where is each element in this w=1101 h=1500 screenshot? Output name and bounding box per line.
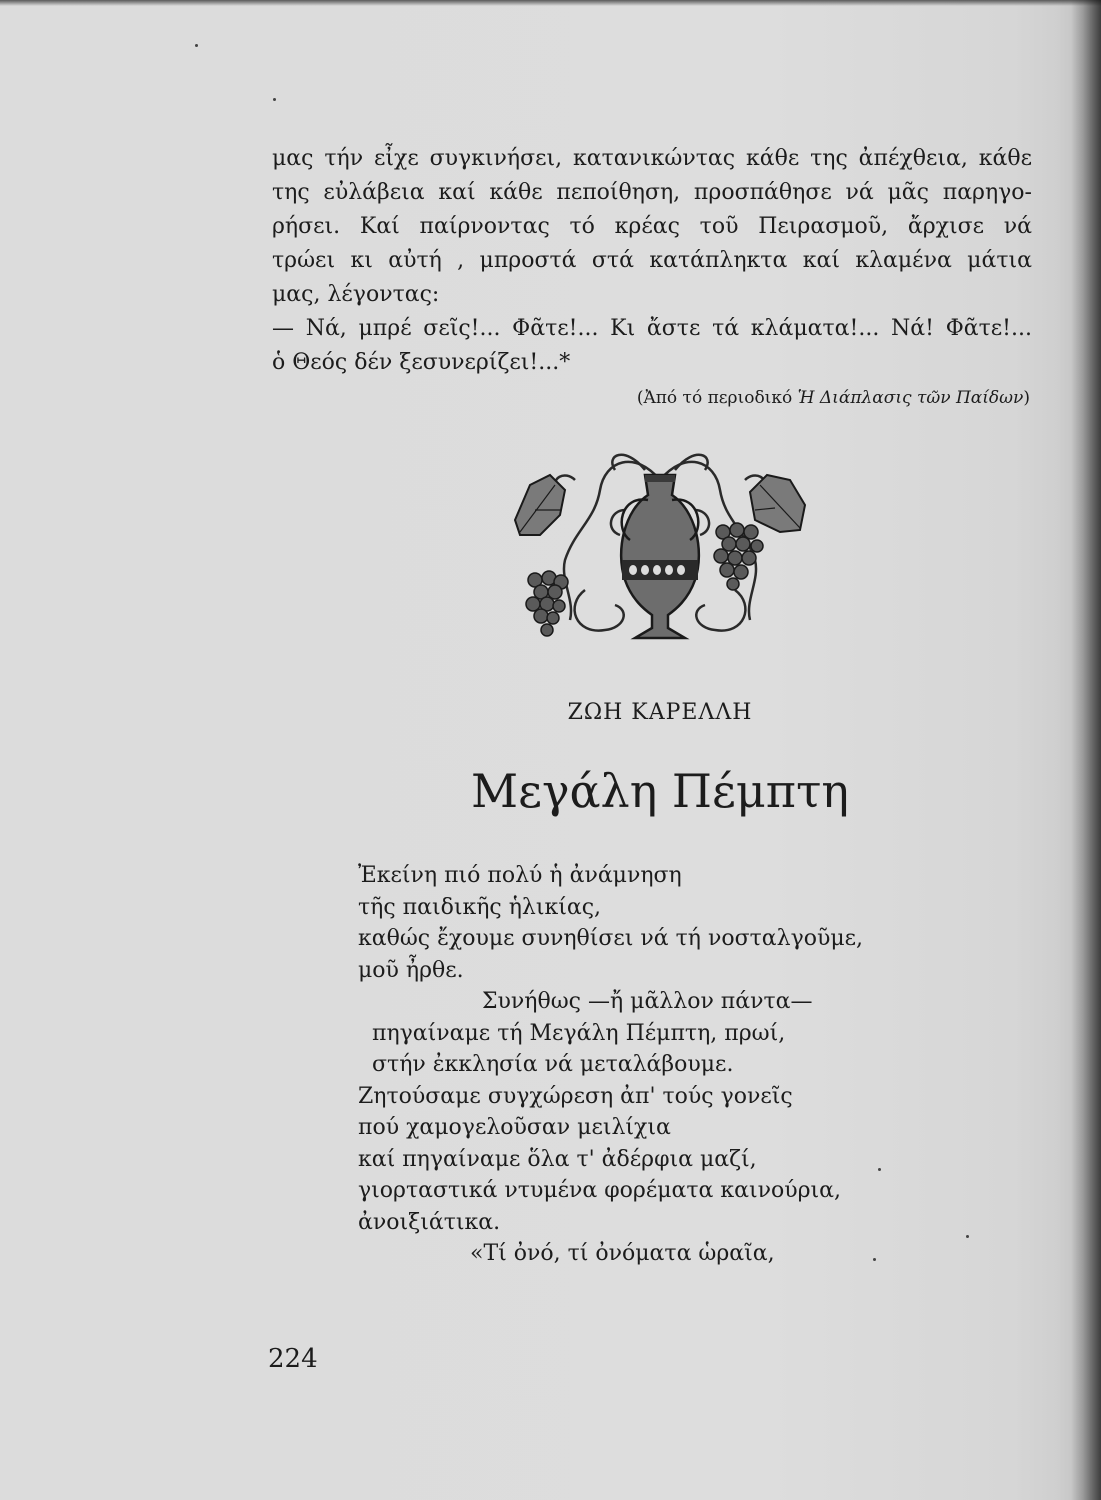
poem-line: Ἐκείνη πιό πολύ ἡ ἀνάμνηση [358,863,682,888]
prose-excerpt [272,142,1032,380]
prose-line: μας, λέγοντας: [272,282,440,307]
poem-line: ἀνοιξιάτικα. [358,1209,501,1235]
prose-line: τρώει κι αὐτή , μπροστά στά κατάπληκτα καί κλαμένα μάτια [272,248,1032,273]
source-prefix: (Ἀπό τό περιοδικό [636,388,798,408]
poem-line: Συνήθως —ἤ μᾶλλον πάντα— [482,989,813,1014]
poem-line: στήν ἐκκλησία νά μεταλάβουμε. [372,1052,734,1077]
source-suffix: ) [1023,388,1030,408]
poem-line: Ζητούσαμε συγχώρεση ἀπ' τούς γονεῖς [358,1083,793,1109]
top-edge-shadow [0,0,1101,6]
paper-speck [273,98,276,101]
paper-speck [195,44,198,47]
prose-line: ὁ Θεός δέν ξεσυνερίζει!...* [272,350,571,375]
poem-line: «Τί ὀνό, τί ὀνόματα ὡραῖα, [470,1241,775,1266]
binding-shadow [1071,0,1101,1500]
poem-body [358,860,863,1270]
poem-line: πηγαίναμε τή Μεγάλη Πέμπτη, πρωί, [372,1020,786,1046]
poem-line: τῆς παιδικῆς ἡλικίας, [358,894,602,920]
paper-speck [873,1258,876,1261]
source-title: Ἡ Διάπλασις τῶν Παίδων [797,388,1024,408]
paper-speck [966,1235,969,1238]
source-citation [580,385,1030,411]
poem-line: γιορταστικά ντυμένα φορέματα καινούρια, [358,1178,842,1203]
poem-title: Μεγάλη Πέμπτη [471,764,849,818]
poem-line: πού χαμογελοῦσαν μειλίχια [358,1115,671,1140]
prose-line: της εὐλάβεια καί κάθε πεποίθηση, προσπάθησε νά μᾶς παρηγο- [272,180,1032,205]
paper-speck [878,1168,881,1171]
prose-line: — Νά, μπρέ σεῖς!... Φᾶτε!... Κι ἄστε τά κλάματα!... Νά! Φᾶτε!... [272,316,1032,341]
prose-line: ρήσει. Καί παίρνοντας τό κρέας τοῦ Πειρασμοῦ, ἄρχισε νά [272,214,1032,239]
page-number: 224 [268,1344,318,1374]
prose-line: μας τήν εἶχε συγκινήσει, κατανικώντας κάθε της ἀπέχθεια, κάθε [272,146,1032,171]
poem-line: μοῦ ἦρθε. [358,957,464,983]
poem-author: ΖΩΗ ΚΑΡΕΛΛΗ [567,700,753,725]
vase-with-grapevine-ornament [505,440,815,655]
poem-line: καθώς ἔχουμε συνηθίσει νά τή νοσταλγοῦμε, [358,926,864,951]
poem-line: καί πηγαίναμε ὅλα τ' ἀδέρφια μαζί, [358,1146,757,1172]
